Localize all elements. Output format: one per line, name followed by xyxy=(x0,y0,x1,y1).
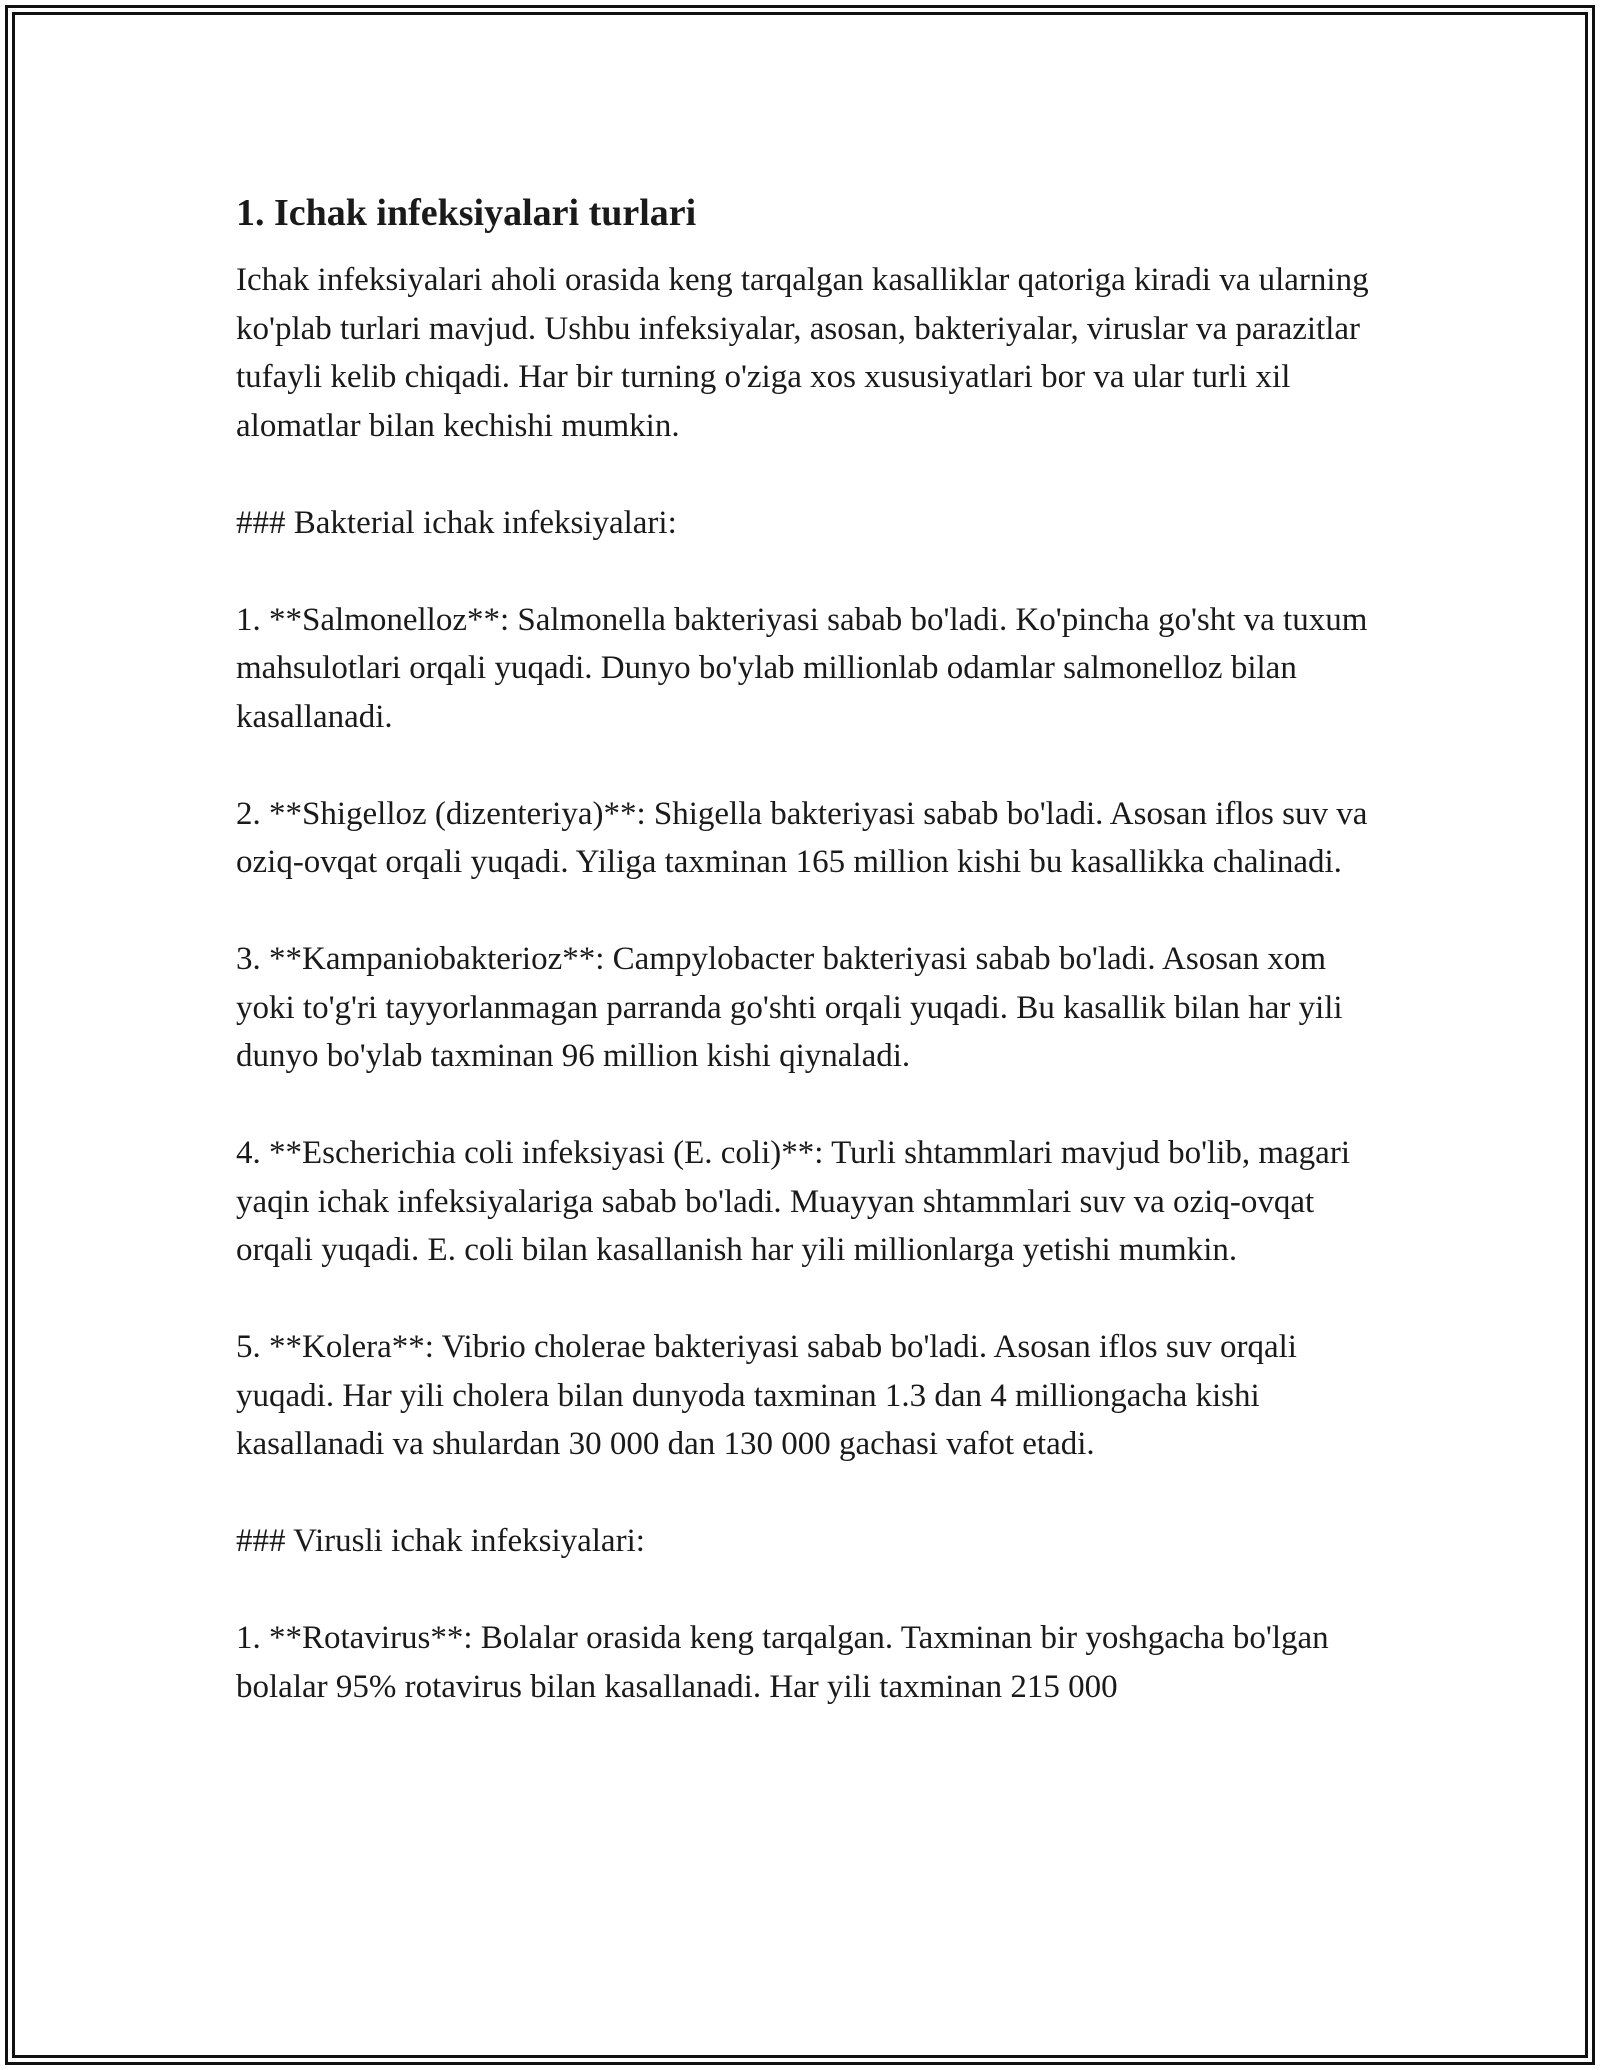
list-item-kolera: 5. **Kolera**: Vibrio cholerae bakteriyasi sabab bo'ladi. Asosan iflos suv orqali yuqadi. Har yili cholera bilan dunyoda taxminan 1.3 dan 4 milliongacha kishi kasallanadi va shulardan 30 000 dan 130 000 gachasi vafot etadi. xyxy=(236,1329,1297,1462)
list-item-e-coli: 4. **Escherichia coli infeksiyasi (E. coli)**: Turli shtammlari mavjud bo'lib, magari yaqin ichak infeksiyalariga sabab bo'ladi. Muayyan shtammlari suv va oziq-ovqat orqali yuqadi. E. coli bilan kasallanish har yili millionlarga yetishi mumkin. xyxy=(236,1135,1350,1268)
list-item-kampaniobakterioz: 3. **Kampaniobakterioz**: Campylobacter bakteriyasi sabab bo'ladi. Asosan xom yoki to'g'ri tayyorlanmagan parranda go'shti orqali yuqadi. Bu kasallik bilan har yili dunyo bo'ylab taxminan 96 million kishi qiynaladi. xyxy=(236,941,1343,1074)
list-item-salmonelloz: 1. **Salmonelloz**: Salmonella bakteriyasi sabab bo'ladi. Ko'pincha go'sht va tuxum mahsulotlari orqali yuqadi. Dunyo bo'ylab millionlab odamlar salmonelloz bilan kasallanadi. xyxy=(236,601,1368,735)
intro-paragraph: Ichak infeksiyalari aholi orasida keng tarqalgan kasalliklar qatoriga kiradi va ularning ko'plab turlari mavjud. Ushbu infeksiyalar, asosan, bakteriyalar, viruslar va parazitlar tufayli kelib chiqadi. Har bir turning o'ziga xos xususiyatlari bor va ular turli xil alomatlar bilan kechishi mumkin. xyxy=(236,262,1369,444)
section-heading-bacterial: ### Bakterial ichak infeksiyalari: xyxy=(236,504,677,541)
list-item-rotavirus: 1. **Rotavirus**: Bolalar orasida keng tarqalgan. Taxminan bir yoshgacha bo'lgan bolalar 95% rotavirus bilan kasallanadi. Har yili taxminan 215 000 xyxy=(236,1620,1329,1705)
document-body xyxy=(236,186,1386,1760)
list-item-shigelloz: 2. **Shigelloz (dizenteriya)**: Shigella bakteriyasi sabab bo'ladi. Asosan iflos suv va oziq-ovqat orqali yuqadi. Yiliga taxminan 165 million kishi bu kasallikka chalinadi. xyxy=(236,795,1368,880)
section-heading-viral: ### Virusli ichak infeksiyalari: xyxy=(236,1523,645,1559)
document-title: 1. Ichak infeksiyalari turlari xyxy=(236,192,697,234)
